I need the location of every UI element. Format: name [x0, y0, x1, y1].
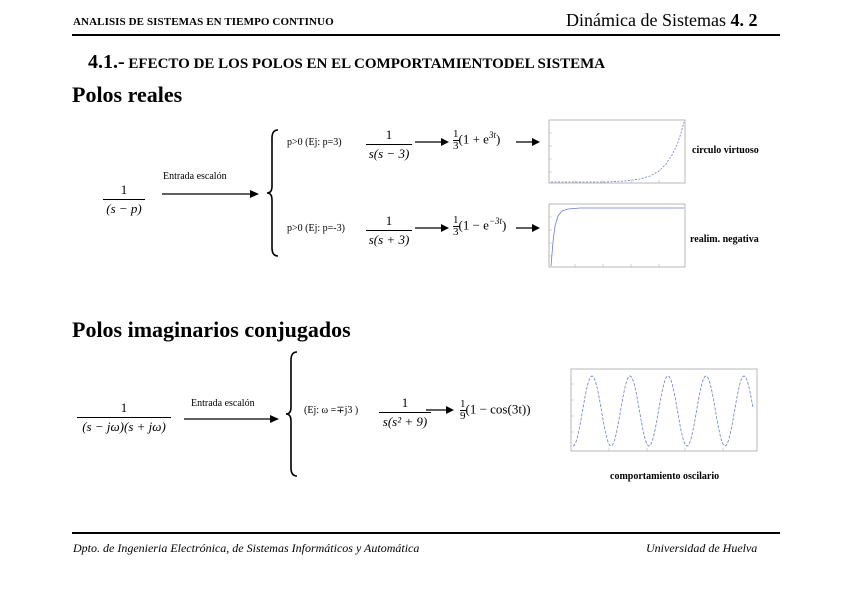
- real-tf-numerator: 1: [120, 182, 128, 197]
- imag-input-arrow: [182, 413, 282, 425]
- imag-tf-numerator: 1: [120, 400, 128, 415]
- imag-condition: (Ej: ω =∓j3 ): [304, 405, 359, 416]
- case1-close: ): [495, 131, 501, 147]
- case1-plot: [545, 118, 687, 186]
- imag-label: comportamiento oscilario: [610, 471, 720, 482]
- fraction-bar: [366, 230, 412, 231]
- fraction-bar: [103, 199, 145, 200]
- imag-coefficient: 1 9: [460, 398, 466, 422]
- imag-brace: [285, 350, 299, 478]
- case2-plot: [545, 202, 687, 270]
- footer-department: Dpto. de Ingenieria Electrónica, de Sistemas Informáticos y Automática: [73, 541, 420, 555]
- case2-fraction: [366, 213, 412, 248]
- case1-label: circulo virtuoso: [692, 145, 759, 156]
- case1-exponent: 3t: [488, 130, 496, 141]
- case2-coefficient: 1 3: [453, 214, 459, 238]
- case2-arrow: [414, 223, 450, 233]
- case2-response: [453, 215, 506, 238]
- imag-numerator: 1: [401, 395, 409, 410]
- heading-polos-reales: Polos reales: [72, 82, 183, 107]
- real-tf-denominator: (s − p): [106, 201, 142, 216]
- case2-expr: (1 − e: [458, 217, 489, 233]
- header-rule: [72, 34, 780, 36]
- imag-tf-denominator: (s − jω)(s + jω): [82, 419, 166, 434]
- case2-label: realim. negativa: [690, 234, 759, 245]
- case1-condition: p>0 (Ej: p=3): [287, 137, 342, 148]
- case1-numerator: 1: [385, 127, 393, 142]
- case1-plot-arrow: [515, 137, 541, 147]
- case2-exponent: −3t: [488, 216, 503, 227]
- section-title-text: EFECTO DE LOS POLOS EN EL COMPORTAMIENTODEL SISTEMA: [128, 56, 606, 72]
- header-right-text: Dinámica de Sistemas: [566, 10, 726, 30]
- case1-arrow: [414, 137, 450, 147]
- case2-numerator: 1: [385, 213, 393, 228]
- case1-fraction: [366, 127, 412, 162]
- case2-denominator: s(s + 3): [368, 232, 410, 247]
- case2-close: ): [502, 217, 507, 233]
- imag-arrow: [425, 405, 455, 415]
- fraction-bar: [366, 144, 412, 145]
- header-right-title: [566, 10, 757, 31]
- heading-polos-imaginarios: Polos imaginarios conjugados: [72, 317, 351, 342]
- real-brace: [266, 128, 280, 258]
- case1-denominator: s(s − 3): [368, 146, 410, 161]
- real-transfer-function: [103, 182, 145, 217]
- imag-transfer-function: [77, 400, 171, 435]
- imag-denominator: s(s² + 9): [382, 414, 428, 429]
- case1-coefficient: 1 3: [453, 128, 459, 152]
- case2-condition: p>0 (Ej: p=-3): [287, 223, 345, 234]
- imag-fraction: [379, 395, 431, 430]
- fraction-bar: [77, 417, 171, 418]
- footer-rule: [72, 532, 780, 534]
- section-number: 4.1.-: [88, 51, 125, 73]
- case2-plot-arrow: [515, 223, 541, 233]
- case1-expr: (1 + e: [458, 131, 489, 147]
- footer-university: Universidad de Huelva: [646, 541, 758, 555]
- header-left-title: ANALISIS DE SISTEMAS EN TIEMPO CONTINUO: [73, 16, 334, 28]
- header-page-number: 4. 2: [730, 10, 758, 30]
- imag-result: (1 − cos(3t)): [465, 401, 531, 417]
- imag-plot: [563, 366, 759, 454]
- fraction-bar: [379, 412, 431, 413]
- case1-response: [453, 129, 500, 152]
- imag-input-label: Entrada escalón: [191, 398, 255, 409]
- real-input-label: Entrada escalón: [163, 171, 227, 182]
- section-title: [88, 51, 605, 74]
- real-input-arrow: [160, 188, 260, 200]
- imag-response: [460, 399, 531, 422]
